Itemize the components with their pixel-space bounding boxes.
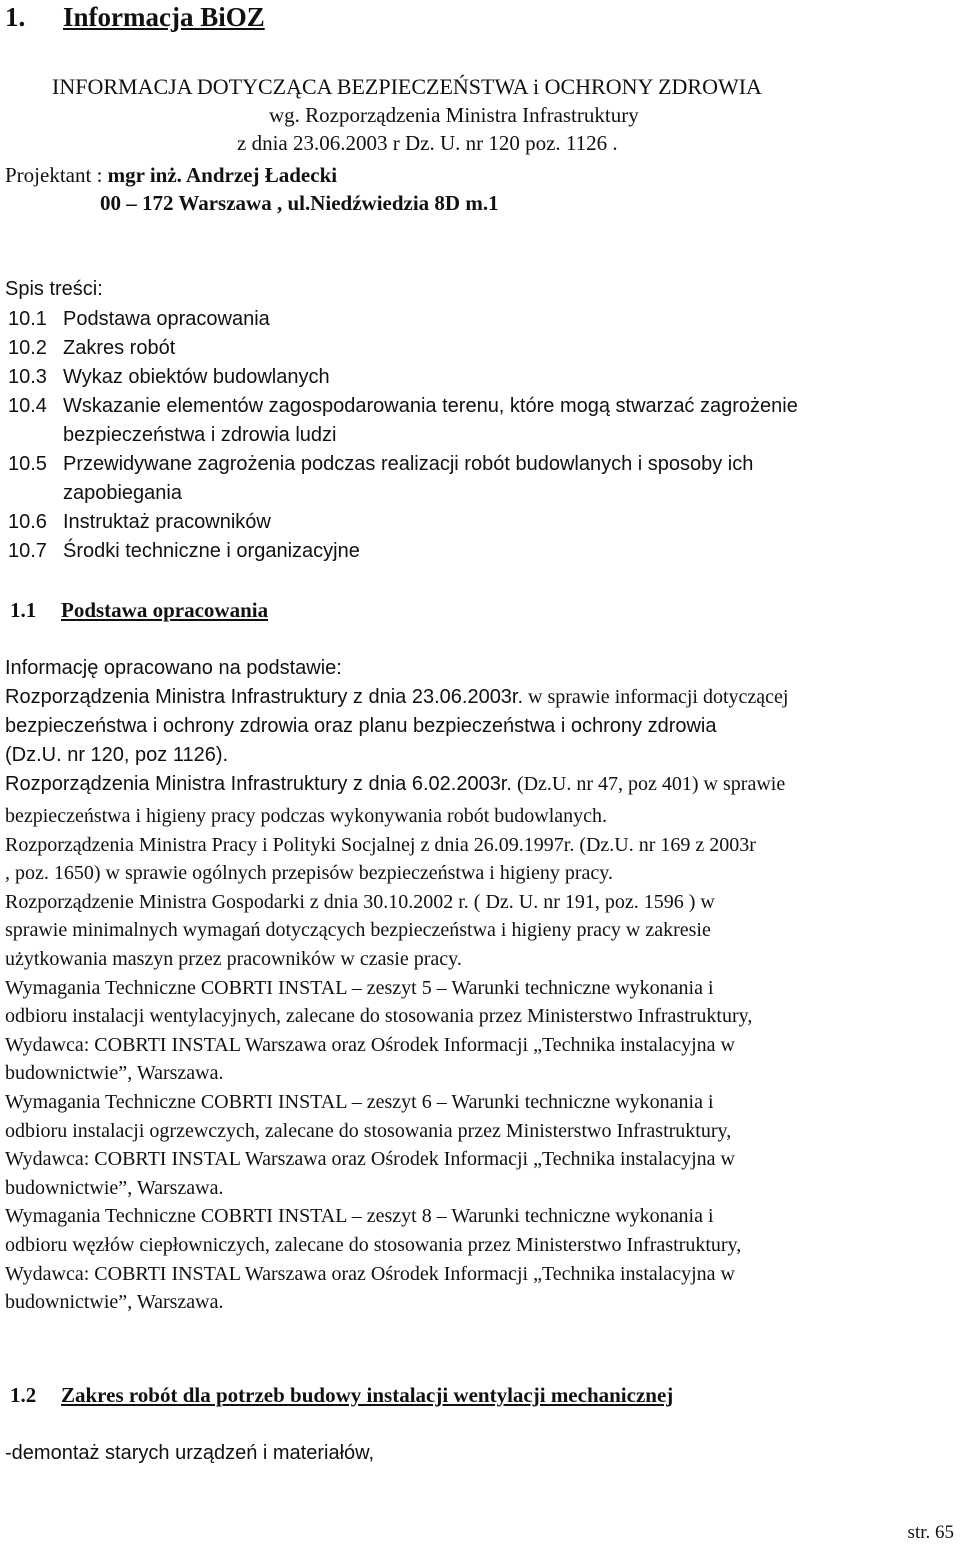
body-line: odbioru instalacji ogrzewczych, zalecane do stosowania przez Ministerstwo Infrastruktury, <box>5 1119 732 1142</box>
toc-item-continuation: zapobiegania <box>63 482 182 504</box>
toc-item: 10.5 Przewidywane zagrożenia podczas realizacji robót budowlanych i sposoby ich <box>8 453 754 475</box>
info-heading-line2: wg. Rozporządzenia Ministra Infrastruktury <box>269 103 639 127</box>
intro-line: bezpieczeństwa i ochrony zdrowia oraz planu bezpieczeństwa i ochrony zdrowia <box>5 715 717 737</box>
body-line: Wydawca: COBRTI INSTAL Warszawa oraz Ośrodek Informacji „Technika instalacyjna w <box>5 1033 735 1056</box>
scope-item: -demontaż starych urządzeń i materiałów, <box>5 1442 375 1464</box>
body-line: sprawie minimalnych wymagań dotyczących bezpieczeństwa i higieny pracy w zakresie <box>5 919 711 942</box>
section-1-2-heading <box>10 1383 673 1407</box>
page-number: str. 65 <box>907 1522 954 1543</box>
body-line: budownictwie”, Warszawa. <box>5 1062 224 1085</box>
info-heading-line3: z dnia 23.06.2003 r Dz. U. nr 120 poz. 1126 . <box>237 131 618 155</box>
body-line: Wymagania Techniczne COBRTI INSTAL – zeszyt 5 – Warunki techniczne wykonania i <box>5 976 714 999</box>
body-line: Wydawca: COBRTI INSTAL Warszawa oraz Ośrodek Informacji „Technika instalacyjna w <box>5 1262 735 1285</box>
body-line: Wymagania Techniczne COBRTI INSTAL – zeszyt 8 – Warunki techniczne wykonania i <box>5 1205 714 1228</box>
section-1-1-body <box>5 802 955 1317</box>
toc-item-continuation: bezpieczeństwa i zdrowia ludzi <box>63 424 337 446</box>
intro-line: Rozporządzenia Ministra Infrastruktury z dnia 23.06.2003r. w sprawie informacji dotyczącej <box>5 686 789 708</box>
body-line: budownictwie”, Warszawa. <box>5 1291 224 1314</box>
intro-text: Informację opracowano na podstawie: <box>5 657 342 679</box>
body-line: bezpieczeństwa i higieny pracy podczas wykonywania robót budowlanych. <box>5 805 608 827</box>
toc-item: 10.7 Środki techniczne i organizacyjne <box>8 540 360 562</box>
document-title <box>5 2 265 32</box>
toc-item: 10.1 Podstawa opracowania <box>8 308 270 330</box>
section-number: 1.2 <box>10 1383 37 1407</box>
body-line: użytkowania maszyn przez pracowników w czasie pracy. <box>5 947 462 970</box>
body-line: odbioru węzłów ciepłowniczych, zalecane do stosowania przez Ministerstwo Infrastruktury, <box>5 1233 742 1256</box>
intro-line: (Dz.U. nr 120, poz 1126). <box>5 744 229 766</box>
toc-title: Spis treści: <box>5 278 103 300</box>
toc-item: 10.3 Wykaz obiektów budowlanych <box>8 366 330 388</box>
section-title: Zakres robót dla potrzeb budowy instalacji wentylacji mechanicznej <box>61 1383 674 1407</box>
document-title-text: Informacja BiOZ <box>63 2 265 32</box>
toc-item: 10.4 Wskazanie elementów zagospodarowania terenu, które mogą stwarzać zagrożenie <box>8 395 798 417</box>
designer-name: mgr inż. Andrzej Ładecki <box>107 163 338 187</box>
designer-address: 00 – 172 Warszawa , ul.Niedźwiedzia 8D m.1 <box>100 191 499 215</box>
body-line: Rozporządzenie Ministra Gospodarki z dnia 30.10.2002 r. ( Dz. U. nr 191, poz. 1596 ) w <box>5 890 715 913</box>
body-line: budownictwie”, Warszawa. <box>5 1176 224 1199</box>
designer-line <box>5 162 337 188</box>
toc-item: 10.2 Zakres robót <box>8 337 176 359</box>
section-number: 1.1 <box>10 598 37 622</box>
info-heading-line1: INFORMACJA DOTYCZĄCA BEZPIECZEŃSTWA i OCHRONY ZDROWIA <box>52 74 762 99</box>
toc-item: 10.6 Instruktaż pracowników <box>8 511 271 533</box>
body-line: , poz. 1650) w sprawie ogólnych przepisów bezpieczeństwa i higieny pracy. <box>5 862 613 885</box>
body-line: Wydawca: COBRTI INSTAL Warszawa oraz Ośrodek Informacji „Technika instalacyjna w <box>5 1148 735 1171</box>
body-line: Wymagania Techniczne COBRTI INSTAL – zeszyt 6 – Warunki techniczne wykonania i <box>5 1090 714 1113</box>
body-line: Rozporządzenia Ministra Pracy i Polityki Socjalnej z dnia 26.09.1997r. (Dz.U. nr 169 z 2003r <box>5 833 756 856</box>
document-title-number: 1. <box>5 2 26 32</box>
intro-line: Rozporządzenia Ministra Infrastruktury z dnia 6.02.2003r. (Dz.U. nr 47, poz 401) w sprawie <box>5 773 786 795</box>
section-title: Podstawa opracowania <box>61 598 269 622</box>
section-1-1-heading <box>10 598 268 622</box>
designer-label: Projektant : <box>5 163 108 187</box>
body-line: odbioru instalacji wentylacyjnych, zalecane do stosowania przez Ministerstwo Infrastruktury, <box>5 1005 753 1028</box>
